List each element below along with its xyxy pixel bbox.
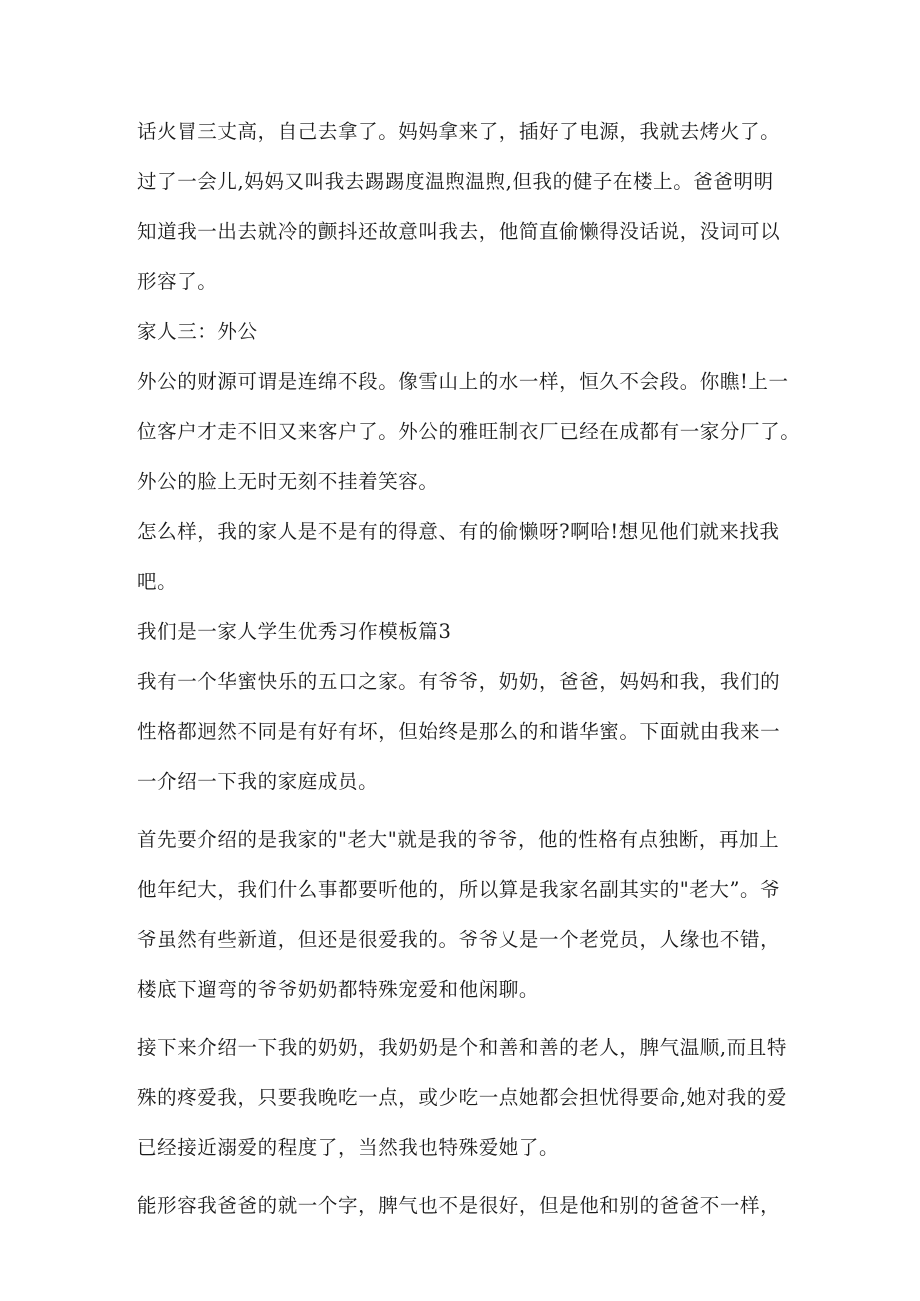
text-line: 性格都迥然不同是有好有坏，但始终是那么的和谐华蜜。下面就由我来一: [137, 720, 781, 743]
text-line: 外公的财源可谓是连绵不段。像雪山上的水一样，恒久不会段。你瞧!上一: [137, 370, 789, 393]
text-line: 接下来介绍一下我的奶奶，我奶奶是个和善和善的老人，脾气温顺,而且特: [137, 1036, 787, 1059]
text-line: 楼底下遛弯的爷爷奶奶都特殊宠爱和他闲聊。: [137, 978, 540, 1001]
article-title: 我们是一家人学生优秀习作模板篇3: [137, 620, 452, 643]
text-line: 位客户才走不旧又来客户了。外公的雅旺制衣厂已经在成都有一家分厂了。: [137, 420, 801, 443]
text-line: 他年纪大，我们什么事都要听他的，所以算是我家名副其实的"老大”。爷: [137, 878, 781, 901]
text-line: 形容了。: [137, 270, 218, 293]
text-line: 话火冒三丈高，自己去拿了。妈妈拿来了，插好了电源，我就去烤火了。: [137, 120, 781, 143]
text-line: 能形容我爸爸的就一个字，脾气也不是很好，但是他和别的爸爸不一样，: [137, 1194, 781, 1217]
section-heading: 家人三：外公: [137, 320, 258, 343]
text-line: 爷虽然有些新道，但还是很爱我的。爷爷乂是一个老党员，人缘也不错，: [137, 928, 781, 951]
text-line: 已经接近溺爱的程度了，当然我也特殊爱她了。: [137, 1136, 560, 1159]
text-line: 过了一会儿,妈妈又叫我去踢踢度温煦温煦,但我的健子在楼上。爸爸明明: [137, 170, 774, 193]
text-line: 我有一个华蜜快乐的五口之家。有爷爷，奶奶，爸爸，妈妈和我，我们的: [137, 670, 781, 693]
text-line: 知道我一出去就冷的颤抖还故意叫我去，他简直偷懒得没话说，没词可以: [137, 220, 781, 243]
text-line: 吧。: [137, 570, 178, 593]
text-line: 怎么样，我的家人是不是有的得意、有的偷懒呀?啊哈!想见他们就来找我: [137, 520, 780, 543]
text-line: 殊的疼爱我，只要我晚吃一点，或少吃一点她都会担忧得要命,她对我的爱: [137, 1086, 787, 1109]
text-line: 一介绍一下我的家庭成员。: [137, 770, 379, 793]
text-line: 首先要介绍的是我家的"老大"就是我的爷爷，他的性格有点独断，再加上: [137, 828, 780, 851]
text-line: 外公的脸上无时无刻不挂着笑容。: [137, 470, 439, 493]
